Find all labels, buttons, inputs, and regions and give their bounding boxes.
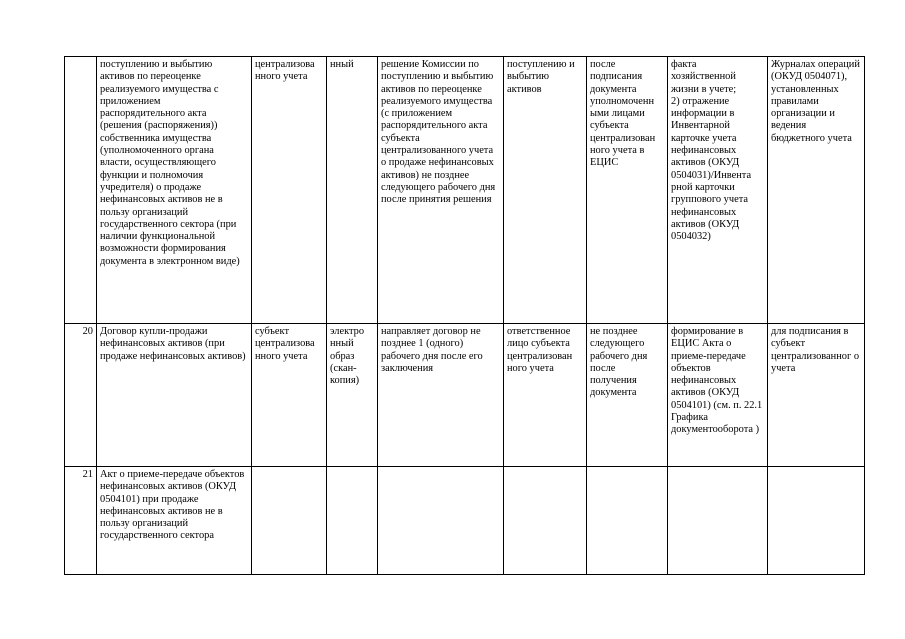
table-row	[65, 324, 865, 467]
document-name-cell: Акт о приеме-передаче объектов нефинансовых активов (ОКУД 0504101) при продаже нефинансовых активов не в пользу организаций государственного сектора	[97, 467, 252, 575]
action-cell	[378, 467, 504, 575]
form-cell: нный	[327, 57, 378, 324]
row-number: 21	[65, 467, 97, 575]
action-cell: решение Комиссии по поступлению и выбытию активов по переоценке реализуемого имущества (с приложением распорядительного акта субъекта централизованного учета о продаже нефинансовых активов) не позднее следующего рабочего дня после принятия решения	[378, 57, 504, 324]
reflection-cell: формирование в ЕЦИС Акта о приеме-передаче объектов нефинансовых активов (ОКУД 0504101) (см. п. 22.1 Графика документооборота )	[668, 324, 768, 467]
row-number	[65, 57, 97, 324]
registers-cell: для подписания в субъект централизованног о учета	[768, 324, 865, 467]
table-row	[65, 57, 865, 324]
term-cell: не позднее следующего рабочего дня после получения документа	[587, 324, 668, 467]
registers-cell	[768, 467, 865, 575]
action-cell: направляет договор не позднее 1 (одного) рабочего дня после его заключения	[378, 324, 504, 467]
responsible-cell: субъект централизова нного учета	[252, 324, 327, 467]
form-cell	[327, 467, 378, 575]
table-row	[65, 467, 865, 575]
term-cell: после подписания документа уполномоченн ыми лицами субъекта централизован ного учета в ЕЦИС	[587, 57, 668, 324]
reflection-cell	[668, 467, 768, 575]
executor-cell	[504, 467, 587, 575]
document-table	[64, 56, 865, 575]
responsible-cell: централизова нного учета	[252, 57, 327, 324]
document-name-cell: поступлению и выбытию активов по переоценке реализуемого имущества с приложением распорядительного акта (решения (распоряжения)) собственника имущества (уполномоченного органа власти, осуществляющего функции и полномочия учредителя) о продаже нефинансовых активов не в пользу организаций государственного сектора (при наличии функциональной возможности формирования документа в электронном виде)	[97, 57, 252, 324]
reflection-cell: факта хозяйственной жизни в учете; 2) отражение информации в Инвентарной карточке учета нефинансовых активов (ОКУД 0504031)/Инвента рной карточки группового учета нефинансовых активов (ОКУД 0504032)	[668, 57, 768, 324]
document-name-cell: Договор купли-продажи нефинансовых активов (при продаже нефинансовых активов)	[97, 324, 252, 467]
row-number: 20	[65, 324, 97, 467]
responsible-cell	[252, 467, 327, 575]
registers-cell: Журналах операций (ОКУД 0504071), установленных правилами организации и ведения бюджетного учета	[768, 57, 865, 324]
executor-cell: ответственное лицо субъекта централизован ного учета	[504, 324, 587, 467]
executor-cell: поступлению и выбытию активов	[504, 57, 587, 324]
form-cell: электро нный образ (скан-копия)	[327, 324, 378, 467]
term-cell	[587, 467, 668, 575]
